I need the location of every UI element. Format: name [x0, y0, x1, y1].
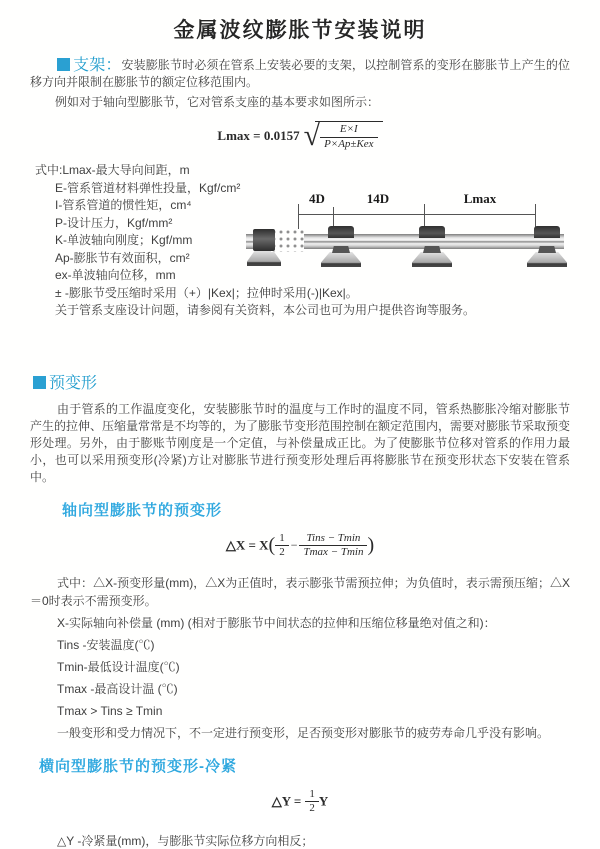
note-line: Tmin-最低设计温度(℃) — [57, 659, 180, 674]
bellows-expansion-joint — [271, 229, 304, 252]
lmax-formula-lhs: Lmax = 0.0157 — [217, 128, 300, 143]
predeform-paragraph: 由于管系的工作温度变化，安装膨胀节时的温度与工作时的温度不同，管系热膨胀冷缩对膨胀节产生的拉伸、压缩量常常是不均等的，为了膨胀节变形范围控制在额定范围内，需要对膨胀节采取预变形处理。另外，由于膨账节刚度是一个定值，与补偿量成正比。为了使膨胀节位移对管系的作用力最小，也可以采用预变形(冷紧)方让对膨胀节进行预变形处理后再将膨胀节在预变形状态下安装在管系中。 — [30, 401, 571, 484]
lateral-note: △Y -冷紧量(mm)，与膨胀节实际位移方向相反； — [57, 833, 314, 848]
support-intro-paragraph — [30, 57, 570, 91]
fixed-anchor — [253, 229, 275, 251]
close-paren: ) — [367, 533, 375, 556]
support-example-line: 例如对于轴向型膨胀节，它对管系支座的基本要求如图所示： — [55, 95, 380, 109]
pipe-guide-neck — [423, 246, 441, 253]
dimension-label-14d: 14D — [356, 191, 400, 207]
pipe-guide-base — [321, 252, 361, 267]
pipe-guide-neck — [332, 246, 350, 253]
lmax-formula-numerator: E×I — [320, 123, 378, 137]
pipe-guide-base — [412, 252, 452, 267]
axial-subheading: 轴向型膨胀节的预变形 — [62, 501, 223, 519]
support-heading-label: 支架： — [73, 57, 122, 74]
axial-formula-lhs: △X = X — [225, 537, 269, 553]
lmax-formula-denominator: P×Ap±Kex — [324, 137, 374, 150]
note-line: Tmax -最高设计温 (℃) — [57, 681, 178, 696]
section-marker-icon — [57, 58, 70, 71]
open-paren: ( — [268, 533, 276, 556]
note-line: 式中：△X-预变形量(mm)，△X为正值时，表示膨张节需预拉伸；为负值时，表示需预压缩；△X＝0时表示不需预变形。 — [30, 575, 570, 608]
temperature-fraction: $\frac{\text{Tins − Tmin}}{Tmax - Tmin}$ — [299, 532, 367, 559]
pipe-guide-neck — [538, 246, 556, 253]
definition-item: P-设计压力，Kgf/mm² — [55, 215, 173, 230]
definition-item: Ap-膨胀节有效面积，cm² — [55, 250, 190, 265]
one-half-fraction: $\frac{1}{2}$ — [305, 788, 319, 815]
note-line: Tins -安装温度(℃) — [57, 637, 155, 652]
lateral-formula-lhs: △Y = — [271, 793, 302, 809]
definition-item: 关于管系支座设计问题，请参阅有关资料，本公司也可为用户提供咨询等服务。 — [55, 303, 476, 317]
pipe-guide-clamp — [328, 226, 354, 238]
definition-item: ± -膨胀节受压缩时采用（+）|Kex|；拉伸时采用(-)|Kex|。 — [55, 285, 358, 300]
definition-item: I-管系管道的惯性矩，cm⁴ — [55, 198, 192, 212]
note-line: 一般变形和受力情况下，不一定进行预变形，足否预变形对膨胀节的疲劳寿命几乎没有影响。 — [57, 725, 550, 740]
pipe-guide-base — [527, 252, 567, 267]
pipe-guide-clamp — [419, 226, 445, 238]
one-half-fraction: $\frac{1}{2}$ — [275, 532, 289, 559]
anchor-base — [247, 251, 281, 266]
note-line: X-实际轴向补偿量 (mm) (相对于膨胀节中间状态的拉伸和压缩位移量绝对值之和)： — [57, 615, 496, 630]
support-section-heading — [57, 57, 122, 74]
predeform-heading-label: 预变形 — [49, 374, 98, 392]
dimension-label-lmax: Lmax — [452, 191, 508, 207]
dimension-label-4d: 4D — [300, 191, 334, 207]
lmax-formula — [0, 121, 600, 157]
definition-item: K-单波轴向刚度；Kgf/mm — [55, 233, 193, 247]
lmax-formula-radicand — [315, 121, 383, 150]
lateral-formula-rhs: Y — [318, 793, 329, 809]
definition-item: 式中:Lmax-最大导向间距，m — [35, 163, 190, 177]
radical-icon: √ — [303, 119, 321, 152]
support-intro-text: 安装膨胀节时必须在管系上安装必要的支架，以控制管系的变形在膨胀节上产生的位移方向并限制在膨胀节的额定位移范围内。 — [30, 58, 570, 89]
definition-item: ex-单波轴向位移，mm — [55, 268, 176, 282]
predeform-section-heading — [33, 370, 600, 393]
axial-formula — [0, 532, 600, 568]
axial-notes — [0, 574, 600, 742]
pipe-support-diagram — [0, 188, 600, 288]
note-line: Tmax > Tins ≥ Tmin — [57, 703, 163, 718]
lateral-subheading: 横向型膨胀节的预变形-冷紧 — [39, 757, 237, 775]
lateral-formula — [0, 788, 600, 820]
minus-operator: − — [290, 537, 298, 552]
definition-item: E-管系管道材料弹性投量，Kgf/cm² — [55, 180, 241, 195]
pipe-guide-clamp — [534, 226, 560, 238]
page-title: 金属波纹膨胀节安装说明 — [173, 19, 427, 42]
section-marker-icon — [33, 376, 46, 389]
